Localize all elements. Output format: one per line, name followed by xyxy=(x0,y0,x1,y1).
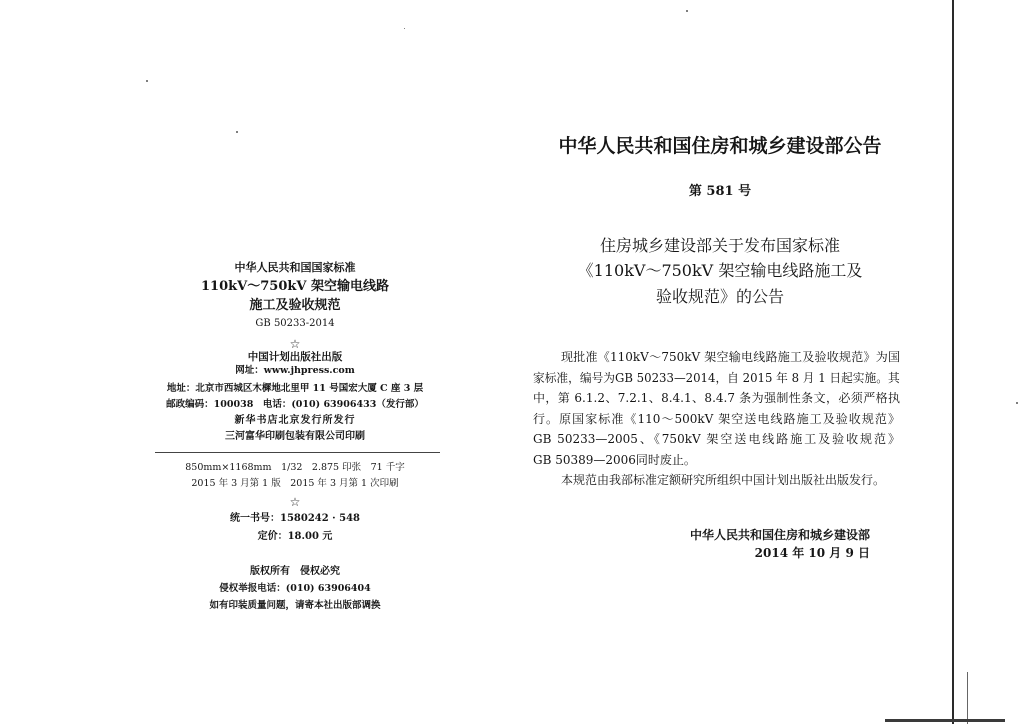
standard-type: 中华人民共和国国家标准 xyxy=(234,261,356,274)
signature-date: 2014 年 10 月 9 日 xyxy=(754,546,870,560)
body-line: 家标准，编号为GB 50233—2014，自 2015 年 8 月 1 日起实施。其 xyxy=(533,370,900,385)
body-line: 本规范由我部标准定额研究所组织中国计划出版社出版发行。 xyxy=(561,473,886,487)
report-phone: 侵权举报电话：(010) 63906404 xyxy=(219,583,371,594)
body-line: 中，第 6.1.2、7.2.1、8.4.1、8.4.7 条为强制性条文，必须严格执 xyxy=(533,391,900,405)
announcement-subtitle-line: 住房城乡建设部关于发布国家标准 xyxy=(599,236,840,255)
scan-shadow xyxy=(885,719,1005,722)
scan-speck xyxy=(686,10,688,12)
page-edge-line xyxy=(952,0,954,724)
standard-title-line1: 110kV～750kV 架空输电线路 xyxy=(201,279,389,294)
body-line: GB 50389—2006同时废止。 xyxy=(533,452,696,467)
announcement-number: 第 581 号 xyxy=(688,184,752,199)
printer: 三河富华印刷包装有限公司印刷 xyxy=(225,431,365,442)
page-edge-line xyxy=(967,672,968,724)
scan-speck xyxy=(404,28,405,29)
postcode-phone: 邮政编码：100038 电话：(010) 63906433（发行部） xyxy=(166,399,424,410)
body-line: 现批准《110kV～750kV 架空输电线路施工及验收规范》为国 xyxy=(561,350,900,364)
scan-speck xyxy=(1016,402,1018,404)
star-ornament: ☆ xyxy=(289,337,301,351)
star-ornament: ☆ xyxy=(289,495,301,509)
publisher-website: 网址：www.jhpress.com xyxy=(235,365,355,376)
scan-speck xyxy=(236,131,238,133)
body-line: GB 50233—2005、《750kV 架空送电线路施工及验收规范》 xyxy=(533,432,900,446)
divider-line xyxy=(155,452,440,453)
announcement-heading: 中华人民共和国住房和城乡建设部公告 xyxy=(558,135,882,157)
signature-organization: 中华人民共和国住房和城乡建设部 xyxy=(689,528,870,542)
publisher: 中国计划出版社出版 xyxy=(247,351,343,363)
announcement-subtitle-line: 验收规范》的公告 xyxy=(655,287,784,306)
edition-info: 2015 年 3 月第 1 版 2015 年 3 月第 1 次印刷 xyxy=(191,478,399,489)
publisher-address: 地址：北京市西城区木樨地北里甲 11 号国宏大厦 C 座 3 层 xyxy=(166,383,424,394)
standard-code: GB 50233-2014 xyxy=(255,318,335,329)
announcement-body xyxy=(533,347,900,491)
distributor: 新华书店北京发行所发行 xyxy=(234,415,356,426)
standard-title-line2: 施工及验收规范 xyxy=(249,298,341,313)
body-line: 行。原国家标准《110～500kV 架空送电线路施工及验收规范》 xyxy=(533,411,900,426)
price: 定价：18.00 元 xyxy=(257,531,333,542)
scan-speck xyxy=(146,80,148,82)
announcement-subtitle-line: 《110kV～750kV 架空输电线路施工及 xyxy=(577,261,863,280)
copyright-notice: 版权所有 侵权必究 xyxy=(250,566,340,577)
book-number: 统一书号：1580242 · 548 xyxy=(229,513,361,524)
book-format: 850mm×1168mm 1/32 2.875 印张 71 千字 xyxy=(185,462,405,473)
quality-notice: 如有印装质量问题，请寄本社出版部调换 xyxy=(209,600,381,611)
